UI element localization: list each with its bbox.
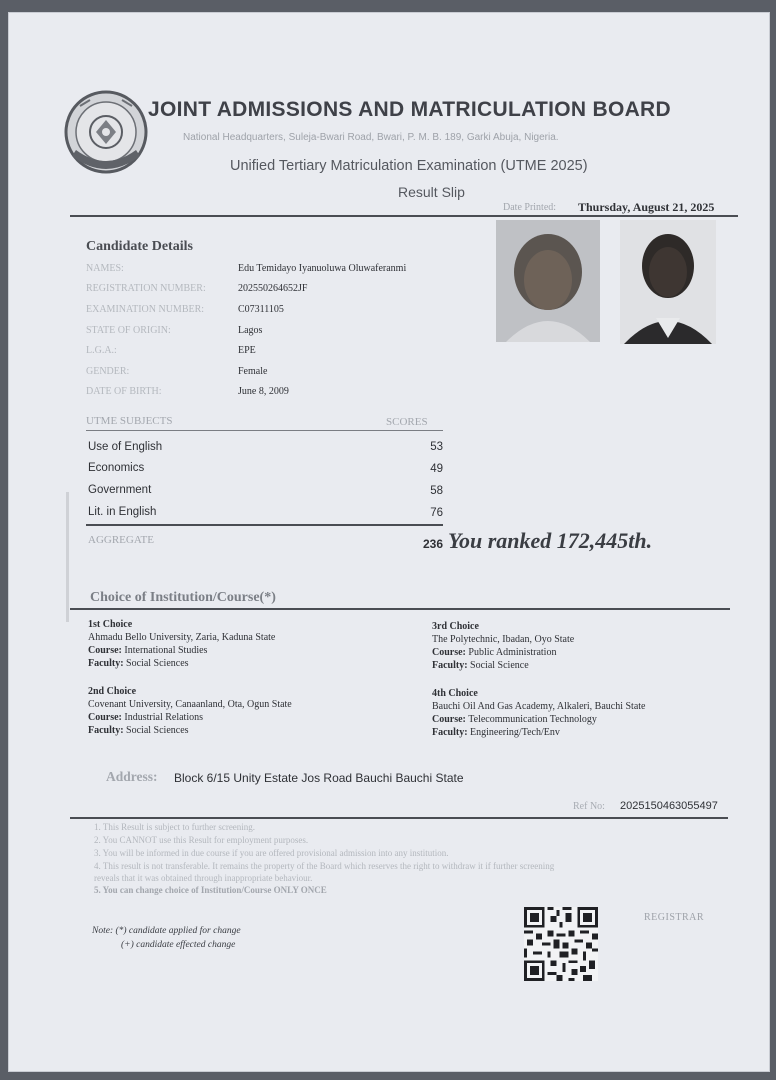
note-item: 4. This result is not transferable. It remains the property of the Board which reserves the right to withdraw it if further screening: [94, 861, 555, 871]
scores-header: SCORES: [386, 416, 428, 428]
subject-score: 53: [430, 441, 443, 453]
note-item: 5. You can change choice of Institution/Course ONLY ONCE: [94, 885, 327, 895]
field-value-registration: 202550264652JF: [238, 283, 308, 294]
jamb-logo: [60, 86, 156, 186]
choice-faculty: Engineering/Tech/Env: [470, 727, 560, 738]
subject-score: 49: [430, 463, 443, 475]
address-value: Block 6/15 Unity Estate Jos Road Bauchi Bauchi State: [174, 771, 464, 785]
security-strip: [64, 492, 72, 622]
choice-faculty: Social Science: [470, 660, 529, 671]
subjects-header-divider: [86, 430, 443, 431]
course-label: Course:: [88, 712, 122, 723]
choice-block-3: [432, 620, 574, 672]
choice-course: Public Administration: [468, 647, 557, 658]
field-value-dob: June 8, 2009: [238, 386, 289, 397]
field-label-registration: REGISTRATION NUMBER:: [86, 283, 206, 294]
faculty-label: Faculty:: [432, 727, 468, 738]
choice-course: Industrial Relations: [124, 712, 203, 723]
legend-note-effected: (+) candidate effected change: [121, 940, 236, 950]
subject-name: Government: [88, 484, 152, 496]
choice-faculty: Social Sciences: [126, 658, 189, 669]
document-type: Result Slip: [398, 184, 465, 200]
header-divider: [70, 215, 738, 217]
subject-score: 58: [430, 485, 443, 497]
choice-title: 3rd Choice: [432, 621, 479, 632]
candidate-photo-exam: [620, 220, 716, 344]
field-value-lga: EPE: [238, 345, 256, 356]
legend-note-applied: Note: (*) candidate applied for change: [92, 926, 241, 936]
registrar-signature-label: REGISTRAR: [644, 912, 705, 923]
choice-course: International Studies: [124, 645, 208, 656]
aggregate-divider: [86, 524, 443, 526]
note-item: reveals that it was obtained through inappropriate behaviour.: [94, 873, 313, 883]
field-value-names: Edu Temidayo Iyanuoluwa Oluwaferanmi: [238, 263, 407, 274]
reference-label: Ref No:: [573, 801, 605, 812]
faculty-label: Faculty:: [88, 658, 124, 669]
subjects-header: UTME SUBJECTS: [86, 415, 173, 427]
field-label-exam-number: EXAMINATION NUMBER:: [86, 304, 205, 315]
note-item: 1. This Result is subject to further screening.: [94, 822, 256, 832]
field-label-gender: GENDER:: [86, 366, 130, 377]
field-label-dob: DATE OF BIRTH:: [86, 386, 162, 397]
candidate-photo-registration: [496, 220, 600, 342]
faculty-label: Faculty:: [88, 725, 124, 736]
address-label: Address:: [106, 769, 158, 784]
choice-course: Telecommunication Technology: [468, 714, 597, 725]
choice-block-4: [432, 687, 645, 739]
faculty-label: Faculty:: [432, 660, 468, 671]
field-value-exam-number: C07311105: [238, 304, 284, 315]
note-item: 2. You CANNOT use this Result for employment purposes.: [94, 835, 309, 845]
choice-institution: The Polytechnic, Ibadan, Oyo State: [432, 634, 575, 645]
qr-code: [524, 907, 598, 981]
choice-institution: Covenant University, Canaanland, Ota, Ogun State: [88, 699, 292, 710]
course-label: Course:: [88, 645, 122, 656]
course-label: Course:: [432, 714, 466, 725]
exam-title: Unified Tertiary Matriculation Examination (UTME 2025): [230, 158, 588, 174]
footer-divider: [70, 817, 728, 819]
subject-name: Economics: [88, 462, 145, 474]
choice-divider: [70, 608, 730, 610]
choice-title: 2nd Choice: [88, 686, 137, 697]
choice-block-1: [88, 618, 275, 670]
choice-title: 4th Choice: [432, 688, 478, 699]
subject-name: Lit. in English: [88, 506, 157, 518]
reference-number: 2025150463055497: [620, 800, 718, 812]
choice-section-title: Choice of Institution/Course(*): [90, 590, 276, 605]
choice-institution: Bauchi Oil And Gas Academy, Alkaleri, Bauchi State: [432, 701, 646, 712]
course-label: Course:: [432, 647, 466, 658]
subject-name: Use of English: [88, 441, 163, 453]
field-label-names: NAMES:: [86, 263, 124, 274]
field-value-gender: Female: [238, 366, 268, 377]
field-value-state: Lagos: [238, 325, 263, 336]
rank-statement: You ranked 172,445th.: [448, 528, 653, 553]
headquarters-address: National Headquarters, Suleja-Bwari Road, Bwari, P. M. B. 189, Garki Abuja, Nigeria.: [183, 132, 559, 143]
subject-score: 76: [430, 507, 443, 519]
date-printed-label: Date Printed:: [503, 202, 557, 213]
date-printed-value: Thursday, August 21, 2025: [578, 200, 715, 214]
choice-block-2: [88, 685, 292, 737]
candidate-details-title: Candidate Details: [86, 239, 193, 254]
field-label-lga: L.G.A.:: [86, 345, 117, 356]
choice-institution: Ahmadu Bello University, Zaria, Kaduna State: [88, 632, 276, 643]
aggregate-score: 236: [422, 537, 443, 551]
aggregate-label: AGGREGATE: [88, 534, 154, 546]
note-item: 3. You will be informed in due course if you are offered provisional admission into any institution.: [94, 848, 449, 858]
result-slip: [8, 12, 770, 1072]
choice-faculty: Social Sciences: [126, 725, 189, 736]
choice-title: 1st Choice: [88, 619, 133, 630]
field-label-state: STATE OF ORIGIN:: [86, 325, 171, 336]
board-name: JOINT ADMISSIONS AND MATRICULATION BOARD: [148, 98, 671, 121]
